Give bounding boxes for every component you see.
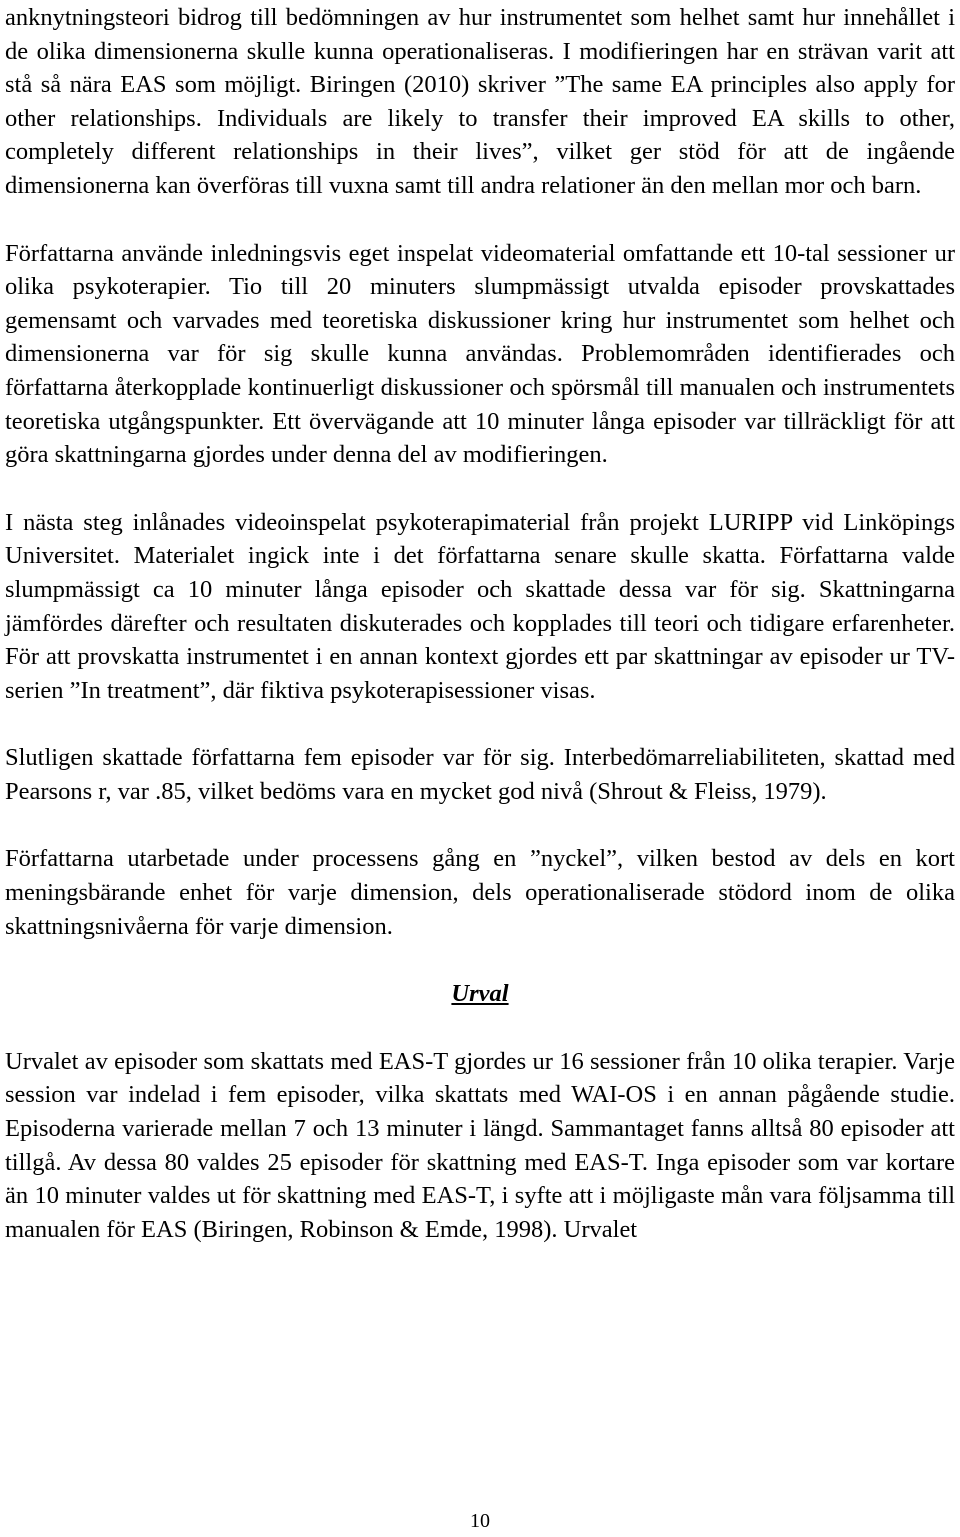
paragraph-urval: Urvalet av episoder som skattats med EAS-T gjordes ur 16 sessioner från 10 olika terapier. Varje session var indelad i fem episoder, vilka skattats med WAI-OS i en annan pågående studie. Episoderna varierade mellan 7 och 13 minuter i längd. Sammantaget fanns alltså 80 episoder att tillgå. Av dessa 80 valdes 25 episoder för skattning med EAS-T. Inga episoder som var kortare än 10 minuter valdes ut för skattning med EAS-T, i syfte att i möjligaste mån vara följsamma till manualen för EAS (Biringen, Robinson & Emde, 1998). Urvalet <box>5 1047 955 1243</box>
paragraph-own-material: Författarna använde inledningsvis eget inspelat videomaterial omfattande ett 10-tal sessioner ur olika psykoterapier. Tio till 20 minuters slumpmässigt utvalda episoder provskattades gemensamt och varvades med teoretiska diskussioner kring hur instrumentet som helhet och dimensionerna var för sig skulle kunna användas. Problemområden identifierades och författarna återkopplade kontinuerligt diskussioner och spörsmål till manualen och instrumentets teoretiska utgångspunkter. Ett övervägande att 10 minuter långa episoder var tillräckligt för att göra skattningarna gjordes under denna del av modifieringen. <box>5 239 955 469</box>
paragraph-reliability: Slutligen skattade författarna fem episoder var för sig. Interbedömarreliabiliteten, skattad med Pearsons r, var .85, vilket bedöms vara en mycket god nivå (Shrout & Fleiss, 1979). <box>5 744 955 805</box>
document-page <box>5 0 955 1246</box>
section-heading-urval: Urval <box>451 980 509 1008</box>
paragraph-key: Författarna utarbetade under processens gång en ”nyckel”, vilken bestod av dels en kort meningsbärande enhet för varje dimension, dels operationaliserade stödord inom de olika skattningsnivåerna för varje dimension. <box>5 845 955 940</box>
paragraph-luripp: I nästa steg inlånades videoinspelat psykoterapimaterial från projekt LURIPP vid Linköpings Universitet. Materialet ingick inte i det författarna senare skulle skatta. Författarna valde slumpmässigt ca 10 minuter långa episoder och skattade dessa var för sig. Skattningarna jämfördes därefter och resultaten diskuterades och kopplades till teori och tidigare erfarenheter. För att provskatta instrumentet i en annan kontext gjordes ett par skattningar av episoder ur TV-serien ”In treatment”, där fiktiva psykoterapisessioner visas. <box>5 508 955 704</box>
page-number: 10 <box>470 1510 490 1532</box>
paragraph-theory: anknytningsteori bidrog till bedömningen av hur instrumentet som helhet samt hur innehållet i de olika dimensionerna skulle kunna operationaliseras. I modifieringen har en strävan varit att stå så nära EAS som möjligt. Biringen (2010) skriver ”The same EA principles also apply for other relationships. Individuals are likely to transfer their improved EA skills to other, completely different relationships in their lives”, vilket ger stöd för att de ingående dimensionerna kan överföras till vuxna samt till andra relationer än den mellan mor och barn. <box>5 4 955 199</box>
